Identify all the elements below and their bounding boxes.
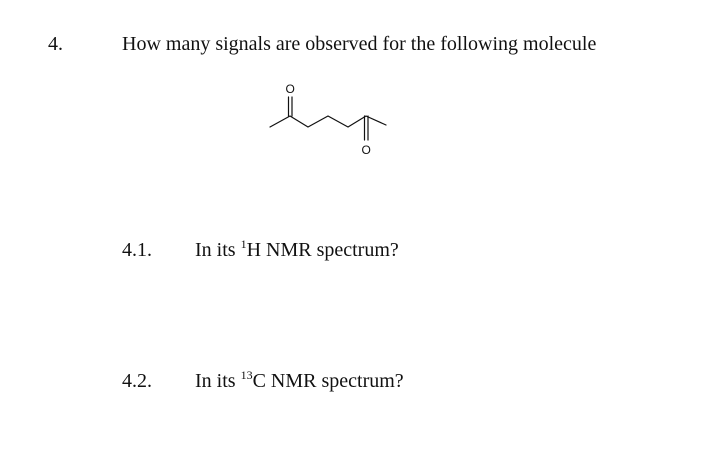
subquestion-2-prefix: In its (195, 370, 241, 392)
subquestion-2-suffix: C NMR spectrum? (252, 370, 404, 392)
question-text: How many signals are observed for the following molecule (122, 33, 597, 55)
subquestion-2-number: 4.2. (122, 370, 152, 392)
subquestion-1-suffix: H NMR spectrum? (246, 239, 399, 261)
subquestion-1-number: 4.1. (122, 239, 152, 261)
subquestion-2-isotope: 13 (240, 368, 253, 382)
subquestion-1-isotope: 1 (240, 237, 247, 251)
subquestion-1-text (195, 238, 399, 262)
question-number: 4. (48, 33, 63, 55)
oxygen-label-top: O (285, 82, 295, 96)
carbon-chain (270, 116, 386, 127)
subquestion-2-text (195, 369, 404, 393)
oxygen-label-bottom: O (361, 143, 371, 157)
subquestion-1-prefix: In its (195, 239, 241, 261)
molecule-structure (262, 74, 402, 174)
